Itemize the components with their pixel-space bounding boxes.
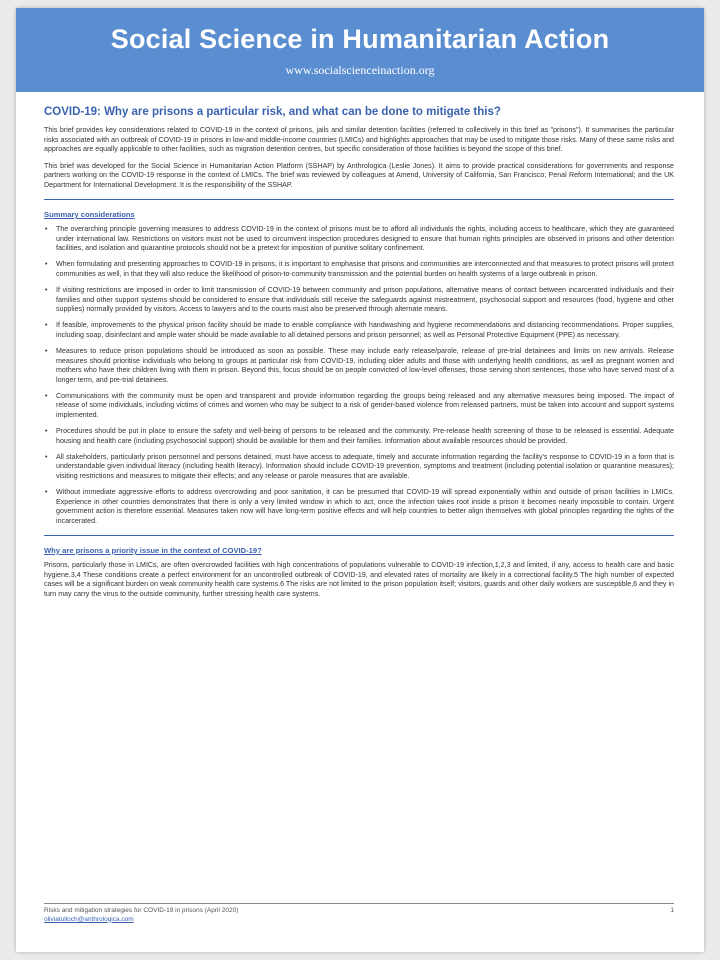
list-item [44, 225, 674, 254]
list-item-text: Measures to reduce prison populations should be introduced as soon as possible. These may include early release/parole, release of pre-trial detainees and limits on new arrivals. Release measures should prioritise individuals who belong to groups at particular risk from COVID-19, including older adults and those with underlying health conditions, as well as pregnant women and mothers who have their children living with them in prison. Beyond this, focus should be on people convicted of low-level offenses, those serving short sentences, those who have served most of a longer term, and pre-trial detainees. [56, 347, 674, 384]
list-item [44, 427, 674, 446]
list-item-text: When formulating and presenting approaches to COVID-19 in prisons, it is important to emphasise that prisons and communities are interconnected and that measures to protect prisons will protect communities as well, in that they will also reduce the likelihood of prison-to-community transmission and the potential burden on health systems of a large outbreak in prison. [56, 260, 674, 278]
intro-paragraph: This brief was developed for the Social Science in Humanitarian Action Platform (SSHAP) by Anthrologica (Leslie Jones). It aims to provide practical considerations for governments and response partners working on the COVID-19 response in the context of LMICs. The brief was reviewed by colleagues at Amend, University of California, San Francisco; Penal Reform International; and the UK Department for International Development. It is the responsibility of the SSHAP. [44, 161, 674, 189]
footer-row [44, 907, 674, 916]
list-item-text: Procedures should be put in place to ensure the safety and well-being of persons to be released and the community. Pre-release health screening of those to be released is essential. Adequate housing and health care (including psychosocial support) should be available for them and their families. Information about available resources should be provided. [56, 427, 674, 445]
document-page [16, 8, 704, 952]
document-title: COVID-19: Why are prisons a particular risk, and what can be done to mitigate this? [44, 106, 501, 118]
list-item [44, 286, 674, 315]
footer-email-link[interactable]: oliviatulloch@anthrologica.com [44, 915, 134, 923]
bullet-icon: • [45, 427, 48, 436]
list-item [44, 453, 674, 482]
document-body [16, 92, 704, 599]
list-item [44, 488, 674, 526]
section-divider [44, 535, 674, 537]
page-footer [44, 903, 674, 924]
list-item-text: Without immediate aggressive efforts to address overcrowding and poor sanitation, it can be presumed that COVID-19 will spread exponentially within and outside of prison facilities in LMICs. Experience in other countries demonstrates that there is only a very limited window in which to act, once the infection takes root inside a prison it becomes nearly impossible to contain. Urgent government action is therefore essential. Measures taken now will have long-term positive effects and will help countries to better align themselves with global principles regarding the rights of the incarcerated. [56, 488, 674, 525]
list-item-text: All stakeholders, particularly prison personnel and persons detained, must have access to adequate, timely and accurate information regarding the facility's response to COVID-19 in a form that is understandable given individual literacy (including health literacy). Information should include COVID-19 prevention, symptoms and treatment (including potential isolation or quarantine measures); visiting restrictions and measures to mitigate their effects; and any release or parole measures that are available. [56, 452, 674, 481]
list-item-text: If feasible, improvements to the physical prison facility should be made to enable compliance with handwashing and hygiene recommendations and distancing recommendations. Proper supplies, including soap, disinfectant and ample water should be made available to all detained persons and prison personnel; as well as Personal Protective Equipment (PPE) as necessary. [56, 321, 674, 339]
list-item-text: If visiting restrictions are imposed in order to limit transmission of COVID-19 between community and prison populations, alternative means of contact between incarcerated individuals and their families and other support systems should be considered to ensure that individuals still receive the safeguards against mistreatment, psychosocial support and resources (food, hygiene and other supplies) normally provided by visitors. Access to lawyers and to the courts must also be preserved through alternate means. [56, 286, 674, 314]
priority-heading: Why are prisons a priority issue in the context of COVID-19? [44, 546, 262, 555]
bullet-icon: • [45, 225, 48, 234]
bullet-icon: • [45, 347, 48, 355]
section-divider [44, 199, 674, 201]
list-item-text: The overarching principle governing measures to address COVID-19 in the context of prisons must be to afford all individuals the rights, including access to healthcare, which they are guaranteed under international law. Restrictions on visitors must not be used to circumvent inspection procedures designed to ensure that human rights principles are observed in prisons and other detention facilities, and isolation and quarantine protocols should not be a pretext for imposition of punitive solitary confinement. [56, 225, 674, 253]
bullet-icon: • [45, 321, 48, 330]
list-item [44, 392, 674, 421]
list-item [44, 260, 674, 279]
page-number: 1 [670, 907, 674, 914]
summary-heading: Summary considerations [44, 210, 135, 220]
bullet-icon: • [45, 488, 48, 497]
bullet-icon: • [45, 260, 48, 269]
bullet-icon: • [45, 452, 48, 461]
bullet-icon: • [45, 391, 48, 400]
list-item [44, 347, 674, 385]
list-item-text: Communications with the community must be open and transparent and provide information regarding the groups being released and any alternative measures being imposed. The impact of release of some individuals, including victims of crimes and women who may be subject to a risk of gender-based violence from released partners, must be taken into account and support systems implemented. [56, 391, 674, 420]
header-banner [16, 8, 704, 92]
intro-paragraph: This brief provides key considerations related to COVID-19 in the context of prisons, jails and similar detention facilities (referred to collectively in this brief as "prisons"). It summarises the particular risks associated with an outbreak of COVID-19 in prisons in low-and middle-income countries (LMICs) and highlights approaches that may be used to mitigate those risks. Many of these same risks and approaches are equally applicable to other facilities, such as migration detention centres, but specific consideration of those facilities is beyond the scope of this brief. [44, 126, 674, 154]
footer-text: Risks and mitigation strategies for COVID-19 in prisons (April 2020) [44, 907, 239, 914]
list-item [44, 321, 674, 340]
bullet-icon: • [45, 286, 48, 295]
banner-title: Social Science in Humanitarian Action [110, 24, 610, 54]
banner-url[interactable]: www.socialscienceinaction.org [285, 63, 435, 77]
summary-list [44, 225, 674, 526]
priority-paragraph: Prisons, particularly those in LMICs, are often overcrowded facilities with high concentrations of populations vulnerable to COVID-19 infection,1,2,3 and limited, if any, access to health care and basic hygiene.3,4 These conditions create a perfect environment for an uncontrolled outbreak of COVID-19, and elevated rates of mortality are likely in a correctional facility.5 The high number of expected cases will be a significant burden on weak community health care systems.6 The risks are not limited to the prison population itself; visitors, guards and other daily workers are susceptible,6 and they in turn may carry the virus to the outside community, further stressing health care systems. [44, 561, 674, 598]
